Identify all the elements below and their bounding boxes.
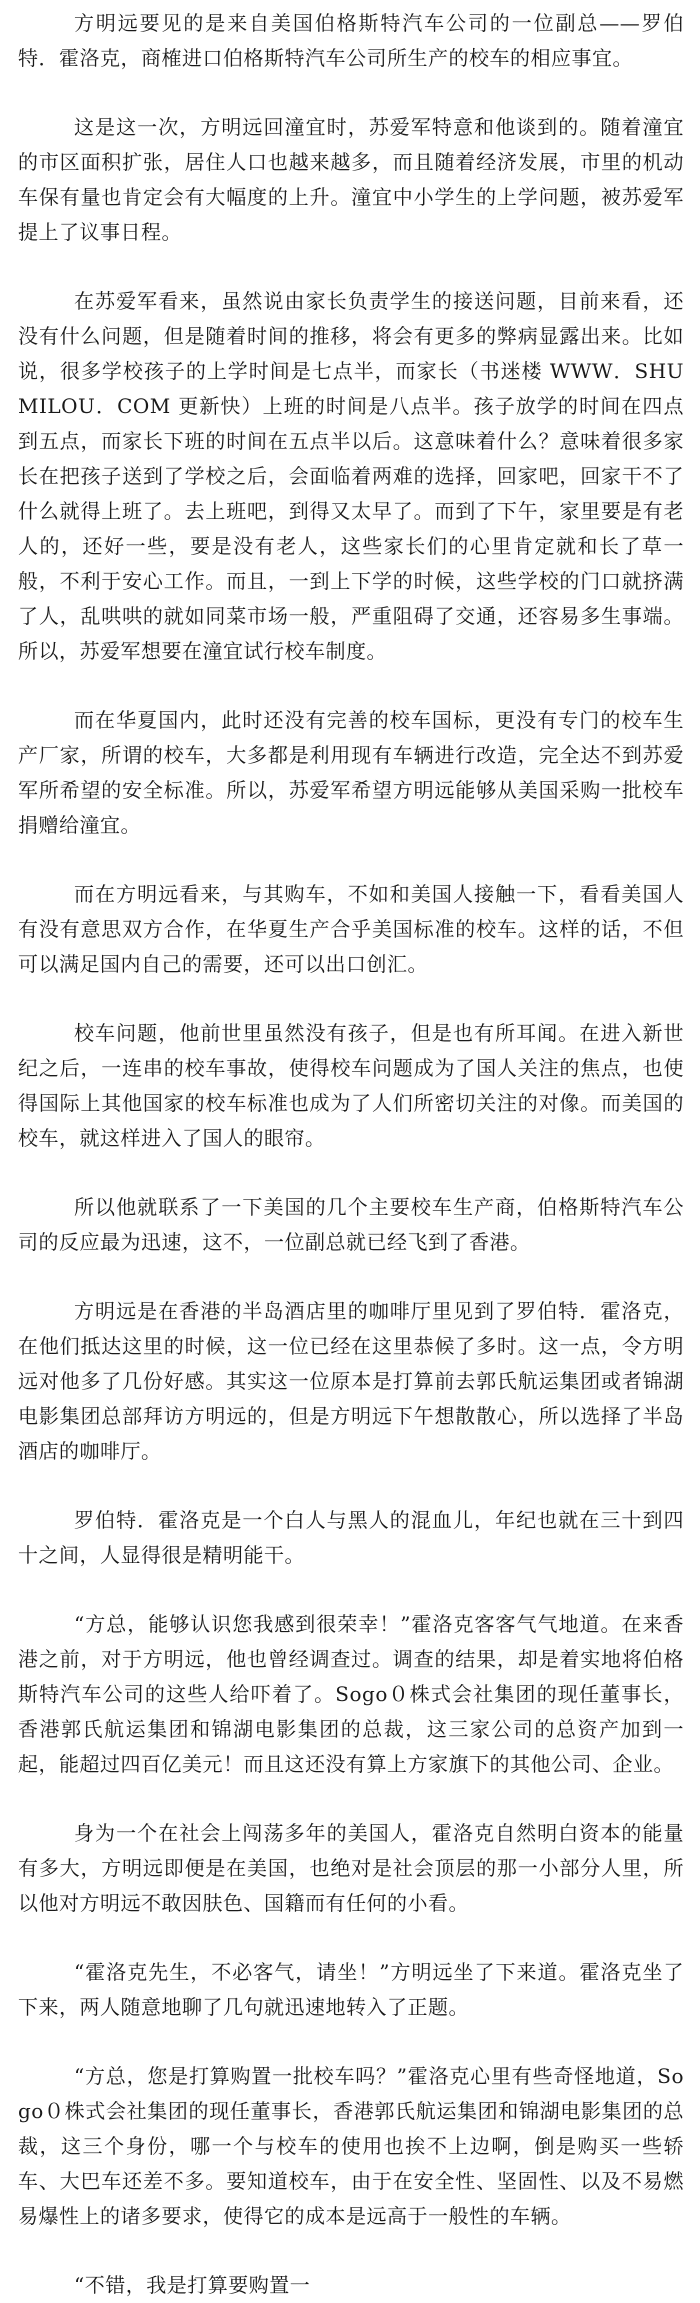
paragraph: 所以他就联系了一下美国的几个主要校车生产商，伯格斯特汽车公司的反应最为迅速，这不，一位副总就已经飞到了香港。 bbox=[18, 1195, 684, 1254]
paragraph: 而在方明远看来，与其购车，不如和美国人接触一下，看看美国人有没有意思双方合作，在华夏生产合乎美国标准的校车。这样的话，不但可以满足国内自己的需要，还可以出口创汇。 bbox=[18, 882, 684, 976]
paragraph: 在苏爱军看来，虽然说由家长负责学生的接送问题，目前来看，还没有什么问题，但是随着时间的推移，将会有更多的弊病显露出来。比如说，很多学校孩子的上学时间是七点半，而家长（书迷楼 WWW．SHUMILOU．COM 更新快）上班的时间是八点半。孩子放学的时间在四点到五点，而家长下班的时间在五点半以后。这意味着什么？意味着很多家长在把孩子送到了学校之后，会面临着两难的选择，回家吧，回家干不了什么就得上班了。去上班吧，到得又太早了。而到了下午，家里要是有老人的，还好一些，要是没有老人，这些家长们的心里肯定就和长了草一般，不利于安心工作。而且，一到上下学的时候，这些学校的门口就挤满了人，乱哄哄的就如同菜市场一般，严重阻碍了交通，还容易多生事端。所以，苏爱军想要在潼宜试行校车制度。 bbox=[18, 289, 684, 663]
paragraph: 而在华夏国内，此时还没有完善的校车国标，更没有专门的校车生产厂家，所谓的校车，大多都是利用现有车辆进行改造，完全达不到苏爱军所希望的安全标准。所以，苏爱军希望方明远能够从美国采购一批校车捐赠给潼宜。 bbox=[18, 708, 684, 837]
paragraph: “霍洛克先生，不必客气，请坐！”方明远坐了下来道。霍洛克坐了下来，两人随意地聊了几句就迅速地转入了正题。 bbox=[18, 1960, 684, 2019]
paragraph: “方总，您是打算购置一批校车吗？”霍洛克心里有些奇怪地道，Sogo０株式会社集团的现任董事长，香港郭氏航运集团和锦湖电影集团的总裁，这三个身份，哪一个与校车的使用也挨不上边啊，倒是购买一些轿车、大巴车还差不多。要知道校车，由于在安全性、坚固性、以及不易燃易爆性上的诸多要求，使得它的成本是远高于一般性的车辆。 bbox=[18, 2064, 684, 2228]
paragraph: 方明远是在香港的半岛酒店里的咖啡厅里见到了罗伯特．霍洛克，在他们抵达这里的时候，这一位已经在这里恭候了多时。这一点，令方明远对他多了几份好感。其实这一位原本是打算前去郭氏航运集团或者锦湖电影集团总部拜访方明远的，但是方明远下午想散散心，所以选择了半岛酒店的咖啡厅。 bbox=[18, 1299, 684, 1463]
paragraph: 方明远要见的是来自美国伯格斯特汽车公司的一位副总——罗伯特．霍洛克，商榷进口伯格斯特汽车公司所生产的校车的相应事宜。 bbox=[18, 11, 684, 70]
paragraph: “方总，能够认识您我感到很荣幸！”霍洛克客客气气地道。在来香港之前，对于方明远，他也曾经调查过。调查的结果，却是着实地将伯格斯特汽车公司的这些人给吓着了。Sogo０株式会社集团的现任董事长，香港郭氏航运集团和锦湖电影集团的总裁，这三家公司的总资产加到一起，能超过四百亿美元！而且这还没有算上方家旗下的其他公司、企业。 bbox=[18, 1612, 684, 1776]
paragraph: 校车问题，他前世里虽然没有孩子，但是也有所耳闻。在进入新世纪之后，一连串的校车事故，使得校车问题成为了国人关注的焦点，也使得国际上其他国家的校车标准也成为了人们所密切关注的对像。而美国的校车，就这样进入了国人的眼帘。 bbox=[18, 1021, 684, 1150]
paragraph: 身为一个在社会上闯荡多年的美国人，霍洛克自然明白资本的能量有多大，方明远即便是在美国，也绝对是社会顶层的那一小部分人里，所以他对方明远不敢因肤色、国籍而有任何的小看。 bbox=[18, 1821, 684, 1915]
paragraph: 罗伯特．霍洛克是一个白人与黑人的混血儿，年纪也就在三十到四十之间，人显得很是精明能干。 bbox=[18, 1508, 684, 1567]
paragraph: 这是这一次，方明远回潼宜时，苏爱军特意和他谈到的。随着潼宜的市区面积扩张，居住人口也越来越多，而且随着经济发展，市里的机动车保有量也肯定会有大幅度的上升。潼宜中小学生的上学问题，被苏爱军提上了议事日程。 bbox=[18, 115, 684, 244]
paragraph: “不错，我是打算要购置一 bbox=[74, 2273, 311, 2297]
